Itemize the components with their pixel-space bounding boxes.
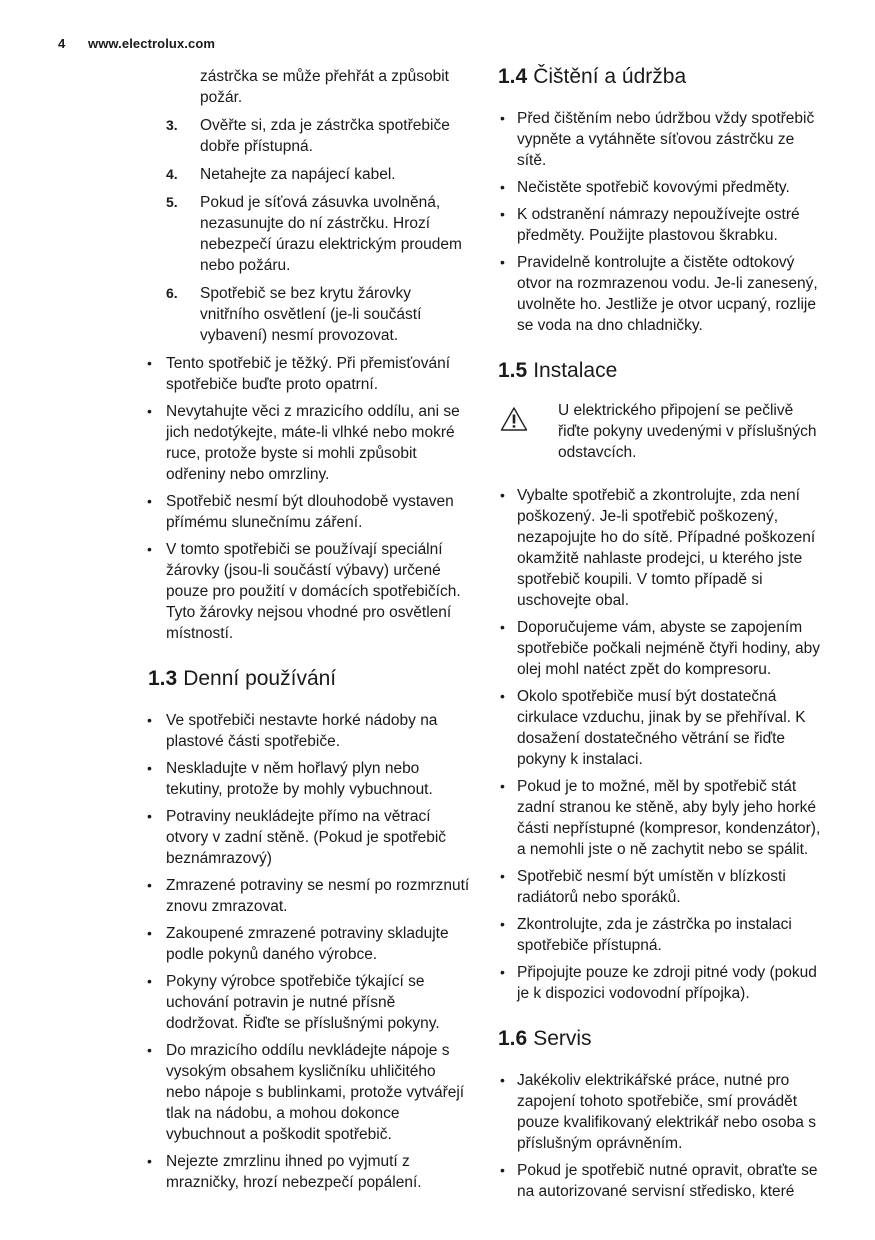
warning-icon: [500, 406, 528, 432]
list-item: • Spotřebič nesmí být dlouhodobě vystaven přímému slunečnímu záření.: [140, 491, 470, 533]
section-number: 1.4: [498, 65, 528, 88]
left-column: [140, 66, 470, 1199]
item-text: Spotřebič se bez krytu žárovky vnitřního osvětlení (je-li součástí vybavení) nesmí provozovat.: [200, 285, 422, 344]
numbered-item: [140, 164, 470, 185]
section-heading-daily-use: [148, 666, 470, 692]
section-title: Denní používání: [183, 667, 337, 690]
list-item: • Před čištěním nebo údržbou vždy spotřebič vypněte a vytáhněte síťovou zástrčku ze sítě.: [498, 108, 823, 171]
warning-note: [498, 400, 823, 463]
list-item: • Pokyny výrobce spotřebiče týkající se uchování potravin je nutné přísně dodržovat. Řiďte se příslušnými pokyny.: [140, 971, 470, 1034]
item-number: 6.: [166, 285, 178, 301]
list-item: • Do mrazicího oddílu nevkládejte nápoje s vysokým obsahem kysličníku uhličitého nebo nápoje s bublinkami, protože vytvářejí tlak na nádobu, a mohou dokonce vybuchnout a poškodit spotřebič.: [140, 1040, 470, 1145]
list-item: • Vybalte spotřebič a zkontrolujte, zda není poškozený. Je-li spotřebič poškozený, nezapojujte ho do sítě. Případné poškození okamžitě nahlaste prodejci, u kterého jste spotřebič koupili. V tomto případě si uschovejte obal.: [498, 485, 823, 611]
list-item: • Nečistěte spotřebič kovovými předměty.: [498, 177, 823, 198]
warning-text: U elektrického připojení se pečlivě řiďte pokyny uvedenými v příslušných odstavcích.: [558, 402, 817, 461]
page-header: [58, 36, 215, 51]
section-title: Čištění a údržba: [533, 65, 687, 88]
list-item: • Okolo spotřebiče musí být dostatečná cirkulace vzduchu, jinak by se přehříval. K dosažení dostatečného větrání se řiďte pokyny k instalaci.: [498, 686, 823, 770]
list-item: • Zmrazené potraviny se nesmí po rozmrznutí znovu zmrazovat.: [140, 875, 470, 917]
list-item: • Pravidelně kontrolujte a čistěte odtokový otvor na rozmrazenou vodu. Je-li zanesený, uvolněte ho. Jestliže je otvor ucpaný, rozlije se voda na dno chladničky.: [498, 252, 823, 336]
daily-use-list: [140, 710, 470, 1193]
list-item: • Doporučujeme vám, abyste se zapojením spotřebiče počkali nejméně čtyři hodiny, aby olej mohl natéct zpět do kompresoru.: [498, 617, 823, 680]
installation-list: [498, 485, 823, 1004]
list-item: • Neskladujte v něm hořlavý plyn nebo tekutiny, protože by mohly vybuchnout.: [140, 758, 470, 800]
list-item: • Spotřebič nesmí být umístěn v blízkosti radiátorů nebo sporáků.: [498, 866, 823, 908]
item-number: 5.: [166, 194, 178, 210]
list-item: • Zakoupené zmrazené potraviny skladujte podle pokynů daného výrobce.: [140, 923, 470, 965]
section-title: Servis: [533, 1027, 592, 1050]
service-list: [498, 1070, 823, 1202]
item-number: 3.: [166, 117, 178, 133]
list-item: • Pokud je spotřebič nutné opravit, obraťte se na autorizované servisní středisko, které: [498, 1160, 823, 1202]
list-item: • Ve spotřebiči nestavte horké nádoby na plastové části spotřebiče.: [140, 710, 470, 752]
list-item: • Zkontrolujte, zda je zástrčka po instalaci spotřebiče přístupná.: [498, 914, 823, 956]
item-number: 4.: [166, 166, 178, 182]
list-item: • V tomto spotřebiči se používají speciální žárovky (jsou-li součástí výbavy) určené pouze pro použití v domácích spotřebičích. Tyto žárovky nejsou vhodné pro osvětlení místností.: [140, 539, 470, 644]
list-item: • Tento spotřebič je těžký. Při přemisťování spotřebiče buďte proto opatrní.: [140, 353, 470, 395]
list-item: • Nevytahujte věci z mrazicího oddílu, ani se jich nedotýkejte, máte-li vlhké nebo mokré ruce, protože byste si mohli způsobit odřeniny nebo omrzliny.: [140, 401, 470, 485]
list-item: • K odstranění námrazy nepoužívejte ostré předměty. Použijte plastovou škrabku.: [498, 204, 823, 246]
section-heading-installation: [498, 358, 823, 384]
section-heading-cleaning: [498, 64, 823, 90]
item-text: Netahejte za napájecí kabel.: [200, 166, 396, 183]
right-column: [498, 64, 823, 1208]
numbered-item: [140, 283, 470, 346]
section-number: 1.6: [498, 1027, 528, 1050]
website-link[interactable]: www.electrolux.com: [88, 36, 216, 51]
continued-text: zástrčka se může přehřát a způsobit požár.: [200, 68, 449, 106]
section-number: 1.3: [148, 667, 178, 690]
item-text: Pokud je síťová zásuvka uvolněná, nezasunujte do ní zástrčku. Hrozí nebezpečí úrazu elektrickým proudem nebo požáru.: [200, 194, 462, 274]
section-heading-service: [498, 1026, 823, 1052]
list-item: • Nejezte zmrzlinu ihned po vyjmutí z mrazničky, hrozí nebezpečí popálení.: [140, 1151, 470, 1193]
list-item: • Potraviny neukládejte přímo na větrací otvory v zadní stěně. (Pokud je spotřebič beznámrazový): [140, 806, 470, 869]
cleaning-list: [498, 108, 823, 336]
list-item: • Připojujte pouze ke zdroji pitné vody (pokud je k dispozici vodovodní přípojka).: [498, 962, 823, 1004]
list-item: • Jakékoliv elektrikářské práce, nutné pro zapojení tohoto spotřebiče, smí provádět pouze kvalifikovaný elektrikář nebo osoba s příslušným oprávněním.: [498, 1070, 823, 1154]
list-item: • Pokud je to možné, měl by spotřebič stát zadní stranou ke stěně, aby byly jeho horké části nepřístupné (kompresor, kondenzátor), a nemohli jste o ně zachytit nebo se spálit.: [498, 776, 823, 860]
numbered-item: [140, 115, 470, 157]
item-text: Ověřte si, zda je zástrčka spotřebiče dobře přístupná.: [200, 117, 450, 155]
numbered-item: [140, 192, 470, 276]
safety-bullet-list: [140, 353, 470, 644]
section-number: 1.5: [498, 359, 528, 382]
page-number: 4: [58, 36, 66, 51]
section-title: Instalace: [533, 359, 618, 382]
